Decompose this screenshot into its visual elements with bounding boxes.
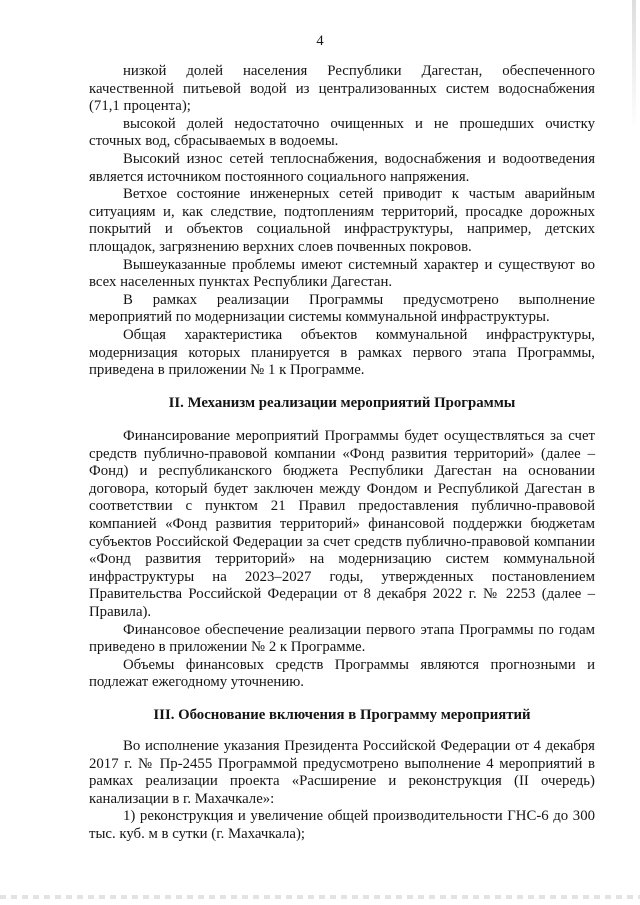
section-3-body [89, 738, 595, 844]
section-intro-body [89, 63, 595, 380]
paragraph: низкой долей населения Республики Дагестан, обеспеченного качественной питьевой водой из централизованных систем водоснабжения (71,1 процента); [89, 63, 595, 115]
paragraph: Общая характеристика объектов коммунальной инфраструктуры, модернизация которых планируется в рамках первого этапа Программы, приведена в приложении № 1 к Программе. [89, 326, 595, 379]
paragraph: Финансирование мероприятий Программы будет осуществляться за счет средств публично-правовой компании «Фонд развития территорий» (далее – Фонд) и республиканского бюджета Республики Дагестан на основании договора, который будет заключен между Фондом и Республикой Дагестан в соответствии с пунктом 21 Правил предоставления публично-правовой компанией «Фонд развития территорий» финансовой поддержки бюджетам субъектов Российской Федерации за счет средств публично-правовой компании «Фонд развития территорий» на модернизацию систем коммунальной инфраструктуры на 2023–2027 годы, утвержденных постановлением Правительства Российской Федерации от 8 декабря 2022 г. № 2253 (далее – Правила). [89, 428, 595, 620]
section-heading: III. Обоснование включения в Программу мероприятий [153, 707, 531, 723]
paragraph: 1) реконструкция и увеличение общей производительности ГНС-6 до 300 тыс. куб. м в сутки (г. Махачкала); [89, 808, 595, 842]
scan-edge-mark [632, 0, 636, 130]
scan-footer-artifact [0, 895, 640, 899]
page-number: 4 [316, 33, 324, 49]
section-heading: II. Механизм реализации мероприятий Программы [168, 395, 516, 411]
section-heading-2-wrapper [89, 394, 595, 412]
paragraph: Во исполнение указания Президента Российской Федерации от 4 декабря 2017 г. № Пр-2455 Программой предусмотрено выполнение 4 мероприятий в рамках реализации проекта «Расширение и реконструкция (II очередь) канализации в г. Махачкале»: [89, 738, 595, 807]
paragraph: В рамках реализации Программы предусмотрено выполнение мероприятий по модернизации системы коммунальной инфраструктуры. [89, 291, 595, 326]
paragraph: Вышеуказанные проблемы имеют системный характер и существуют во всех населенных пунктах Республики Дагестан. [89, 256, 595, 291]
section-2-body [89, 428, 595, 692]
paragraph: Высокий износ сетей теплоснабжения, водоснабжения и водоотведения является источником постоянного социального напряжения. [89, 150, 595, 185]
paragraph: Ветхое состояние инженерных сетей приводит к частым аварийным ситуациям и, как следствие, подтоплениям территорий, просадке дорожных покрытий и объектов социальной инфраструктуры, например, детских площадок, загрязнению верхних слоев почвенных покровов. [89, 186, 595, 255]
section-heading-3-wrapper [89, 706, 595, 724]
paragraph: Объемы финансовых средств Программы являются прогнозными и подлежат ежегодному уточнению. [89, 656, 595, 691]
paragraph: высокой долей недостаточно очищенных и не прошедших очистку сточных вод, сбрасываемых в водоемы. [89, 115, 595, 150]
paragraph: Финансовое обеспечение реализации первого этапа Программы по годам приведено в приложении № 2 к Программе. [89, 621, 595, 656]
